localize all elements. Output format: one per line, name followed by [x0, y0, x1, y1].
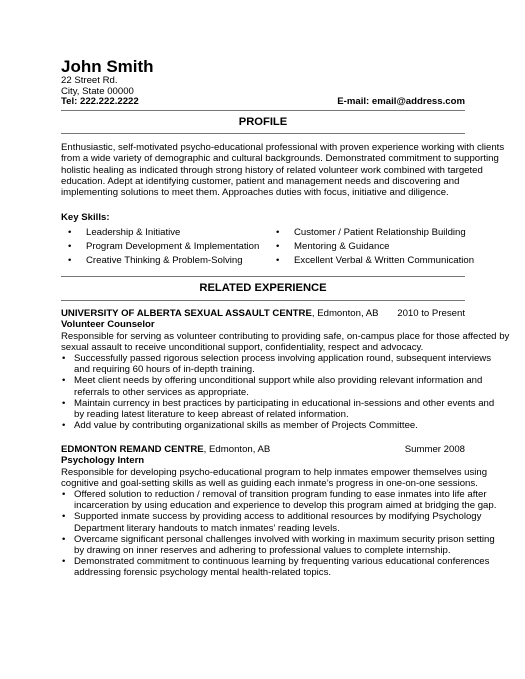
job-role: Psychology Intern: [61, 455, 145, 466]
profile-summary: [61, 142, 505, 199]
job-organization: UNIVERSITY OF ALBERTA SEXUAL ASSAULT CENTRE: [61, 308, 312, 319]
job-header: [61, 444, 465, 455]
description-line: Responsible for developing psycho-educational program to help inmates empower themselves using: [61, 467, 488, 478]
summary-line: from a wide variety of demographic and cultural backgrounds. Demonstrated commitment to supporting: [61, 153, 499, 165]
rule-experience-top: [61, 276, 465, 277]
bullet-line: • Meet client needs by offering unconditional support while also providing relevant information and: [74, 375, 483, 387]
email: E-mail: email@address.com: [337, 96, 465, 107]
job-bullets: [61, 353, 495, 432]
rule-profile: [61, 133, 465, 134]
candidate-name: John Smith: [61, 57, 154, 76]
description-line: sexual assault to receive unconditional support, confidentiality, respect and advocacy.: [61, 342, 424, 354]
skill-item: • Creative Thinking & Problem-Solving: [61, 254, 259, 268]
job-location: , Edmonton, AB: [203, 444, 271, 455]
bullet-item: [61, 556, 490, 579]
description-line: cognitive and goal-setting skills as well as guiding each inmate’s progress in one-on-one sessions.: [61, 478, 478, 490]
bullet-item: [61, 375, 483, 398]
bullet-item: [61, 533, 495, 557]
bullet-line: • Overcame significant personal challenges involved with working in maximum security prison setting: [74, 533, 495, 545]
bullet-line: • Supported inmate success by providing access to additional resources by modifying Psychology: [74, 511, 482, 523]
key-skills-label: Key Skills:: [61, 212, 110, 223]
job-header: [61, 308, 465, 319]
skills-column-left: [61, 226, 259, 268]
job-description: [61, 331, 510, 354]
bullet-item: [61, 420, 465, 431]
job-dates: 2010 to Present: [397, 308, 465, 319]
summary-line: education. Adept at identifying customer, patient and management needs and discovering and: [61, 175, 460, 187]
bullet-item: [61, 353, 492, 376]
bullet-line: by drawing on inner reserves and adhering to professional values to complete internship.: [74, 545, 451, 557]
bullet-line: by reading latest literature to keep abreast of related information.: [74, 409, 349, 421]
bullet-line: incarceration by using education and experience to develop this program aimed at bridging the gap.: [74, 500, 497, 512]
summary-line: Enthusiastic, self-motivated psycho-educational professional with proven experience working with clients: [61, 142, 505, 153]
skill-item: • Program Development & Implementation: [61, 240, 259, 254]
profile-heading: PROFILE: [238, 116, 288, 128]
job-description: [61, 467, 488, 490]
skills-column-right: [269, 226, 474, 268]
summary-line: holistic healing as indicated through strong history of related volunteer work combined with targeted: [61, 164, 483, 176]
bullet-line: • Successfully passed rigorous selection process involving application round, subsequent interviews: [74, 353, 492, 364]
bullet-item: [61, 397, 495, 421]
bullet-line: • Add value by contributing organizational skills as member of Projects Committee.: [74, 420, 418, 432]
bullet-item: [61, 489, 497, 512]
skill-item: • Customer / Patient Relationship Building: [269, 226, 474, 240]
bullet-line: • Offered solution to reduction / removal of transition program funding to ease inmates into life after: [74, 489, 487, 500]
bullet-line: referrals to other services as appropriate.: [74, 386, 249, 398]
skill-item: • Leadership & Initiative: [61, 226, 259, 240]
job-organization: EDMONTON REMAND CENTRE: [61, 444, 204, 455]
bullet-line: • Maintain currency in best practices by participating in educational in-sessions and other events and: [74, 397, 495, 409]
summary-line: implementing solutions to meet them. Approaches duties with focus, initiative and diligence.: [61, 187, 449, 199]
bullet-item: [61, 511, 482, 534]
rule-header: [61, 110, 465, 111]
job-role: Volunteer Counselor: [61, 319, 155, 330]
skill-item: • Mentoring & Guidance: [269, 240, 474, 254]
bullet-line: Department literary handouts to match inmates’ reading levels.: [74, 522, 340, 534]
experience-heading: RELATED EXPERIENCE: [199, 282, 327, 294]
address-line-2: City, State 00000: [61, 86, 134, 97]
address-line-1: 22 Street Rd.: [61, 75, 118, 86]
description-line: Responsible for serving as volunteer contributing to providing safe, on-campus place for those affected by: [61, 331, 510, 342]
job-dates: Summer 2008: [404, 444, 465, 455]
skill-item: • Excellent Verbal & Written Communication: [269, 254, 474, 268]
bullet-line: • Demonstrated commitment to continuous learning by frequenting various educational conferences: [74, 556, 490, 568]
job-location: , Edmonton, AB: [311, 308, 379, 319]
bullet-line: and requiring 60 hours of in-depth training.: [74, 364, 255, 376]
bullet-line: addressing forensic psychology mental health-related topics.: [74, 567, 332, 579]
telephone: Tel: 222.222.2222: [61, 96, 139, 107]
job-bullets: [61, 489, 497, 579]
rule-experience-bottom: [61, 300, 465, 301]
